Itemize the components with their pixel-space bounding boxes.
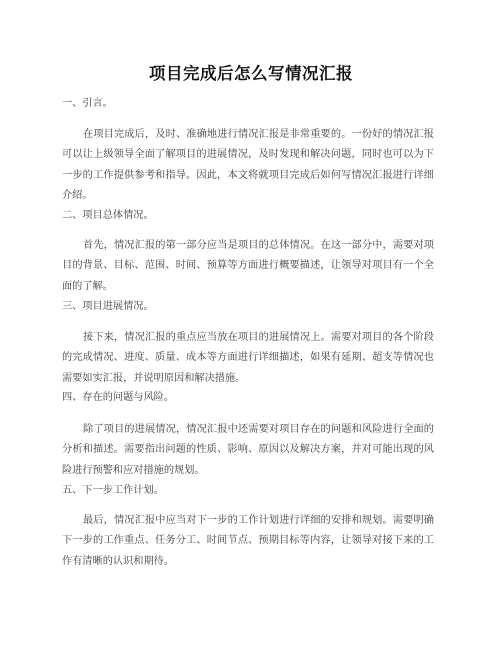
section-paragraph-risks: 除了项目的进展情况，情况汇报中还需要对项目存在的问题和风险进行全面的分析和描述。需要指出问题的性质、影响、原因以及解决方案，并对可能出现的风险进行预警和应对措施的规划。 <box>62 424 434 476</box>
section-heading-intro: 一、引言。 <box>62 98 113 109</box>
section-paragraph-next-steps: 最后，情况汇报中应当对下一步的工作计划进行详细的安排和规划。需要明确下一步的工作重点、任务分工、时间节点、预期目标等内容，让领导对接下来的工作有清晰的认识和期待。 <box>62 515 434 567</box>
page-title: 项目完成后怎么写情况汇报 <box>149 64 353 83</box>
section-heading-next-steps: 五、下一步工作计划。 <box>62 485 164 496</box>
section-paragraph-intro: 在项目完成后，及时、准确地进行情况汇报是非常重要的。一份好的情况汇报可以让上级领导全面了解项目的进展情况，及时发现和解决问题，同时也可以为下一步的工作提供参考和指导。因此，本文将就项目完成后如何写情况汇报进行详细介绍。 <box>62 129 434 201</box>
section-paragraph-overview: 首先，情况汇报的第一部分应当是项目的总体情况。在这一部分中，需要对项目的背景、目标、范围、时间、预算等方面进行概要描述，让领导对项目有一个全面的了解。 <box>62 240 434 292</box>
section-heading-overview: 二、项目总体情况。 <box>62 210 154 221</box>
section-paragraph-progress: 接下来，情况汇报的重点应当放在项目的进展情况上。需要对项目的各个阶段的完成情况、进度、质量、成本等方面进行详细描述，如果有延期、超支等情况也需要如实汇报，并说明原因和解决措施。 <box>62 332 434 384</box>
section-heading-progress: 三、项目进展情况。 <box>62 301 154 312</box>
section-heading-risks: 四、存在的问题与风险。 <box>62 392 175 403</box>
